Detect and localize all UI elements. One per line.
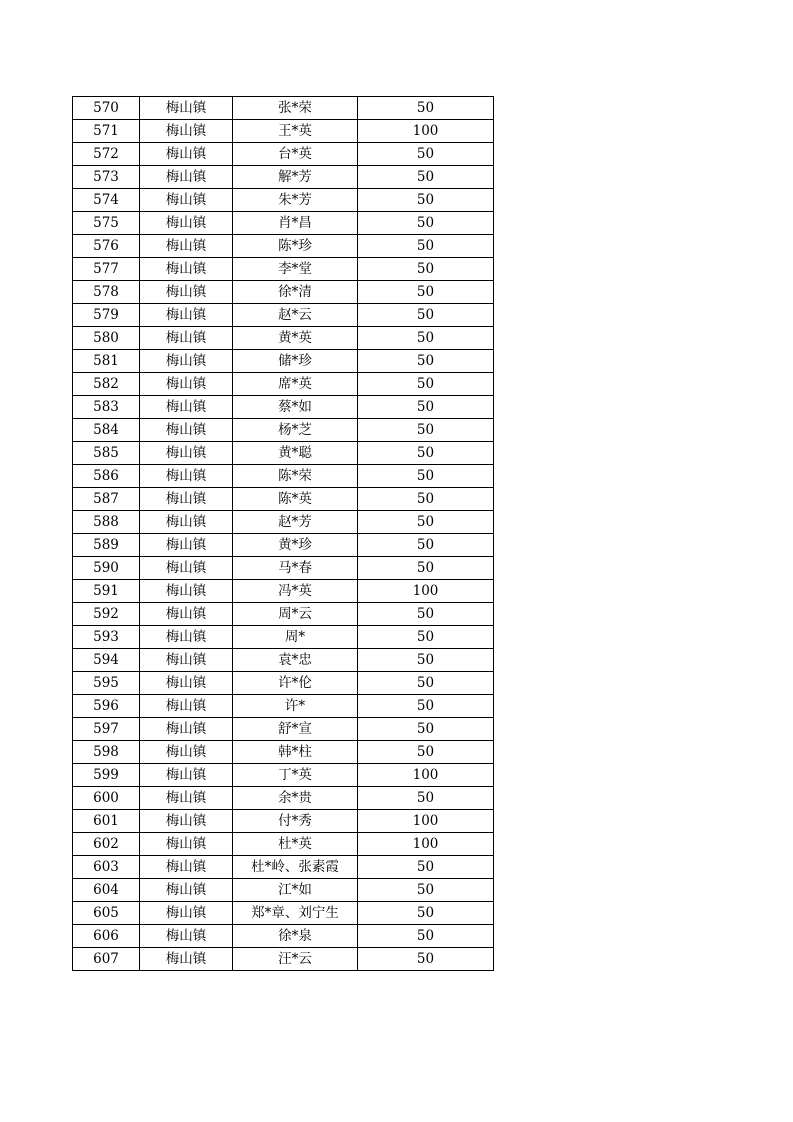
- table-row: [73, 810, 494, 833]
- amount-cell: 50: [358, 281, 494, 304]
- name-cell: 丁*英: [233, 764, 358, 787]
- town-cell: 梅山镇: [140, 833, 233, 856]
- town-cell: 梅山镇: [140, 281, 233, 304]
- town-cell: 梅山镇: [140, 741, 233, 764]
- amount-cell: 100: [358, 764, 494, 787]
- amount-cell: 50: [358, 97, 494, 120]
- town-cell: 梅山镇: [140, 120, 233, 143]
- table-row: [73, 787, 494, 810]
- town-cell: 梅山镇: [140, 534, 233, 557]
- town-cell: 梅山镇: [140, 925, 233, 948]
- row-number-cell: 605: [73, 902, 140, 925]
- name-cell: 冯*英: [233, 580, 358, 603]
- row-number-cell: 599: [73, 764, 140, 787]
- town-cell: 梅山镇: [140, 718, 233, 741]
- town-cell: 梅山镇: [140, 465, 233, 488]
- amount-cell: 50: [358, 557, 494, 580]
- name-cell: 袁*忠: [233, 649, 358, 672]
- table-row: [73, 120, 494, 143]
- table-row: [73, 925, 494, 948]
- town-cell: 梅山镇: [140, 97, 233, 120]
- table-row: [73, 258, 494, 281]
- table-row: [73, 488, 494, 511]
- table-row: [73, 304, 494, 327]
- table-row: [73, 902, 494, 925]
- amount-cell: 50: [358, 511, 494, 534]
- name-cell: 徐*泉: [233, 925, 358, 948]
- row-number-cell: 595: [73, 672, 140, 695]
- row-number-cell: 576: [73, 235, 140, 258]
- amount-cell: 100: [358, 120, 494, 143]
- amount-cell: 50: [358, 373, 494, 396]
- row-number-cell: 571: [73, 120, 140, 143]
- row-number-cell: 581: [73, 350, 140, 373]
- town-cell: 梅山镇: [140, 810, 233, 833]
- name-cell: 许*伦: [233, 672, 358, 695]
- amount-cell: 50: [358, 166, 494, 189]
- table-row: [73, 833, 494, 856]
- table-row: [73, 442, 494, 465]
- name-cell: 江*如: [233, 879, 358, 902]
- amount-cell: 50: [358, 902, 494, 925]
- table-row: [73, 948, 494, 971]
- table-row: [73, 718, 494, 741]
- table-row: [73, 235, 494, 258]
- table-row: [73, 511, 494, 534]
- row-number-cell: 578: [73, 281, 140, 304]
- row-number-cell: 602: [73, 833, 140, 856]
- name-cell: 余*贵: [233, 787, 358, 810]
- name-cell: 储*珍: [233, 350, 358, 373]
- town-cell: 梅山镇: [140, 442, 233, 465]
- amount-cell: 50: [358, 442, 494, 465]
- name-cell: 陈*英: [233, 488, 358, 511]
- name-cell: 马*春: [233, 557, 358, 580]
- row-number-cell: 603: [73, 856, 140, 879]
- amount-cell: 100: [358, 580, 494, 603]
- row-number-cell: 572: [73, 143, 140, 166]
- name-cell: 陈*荣: [233, 465, 358, 488]
- name-cell: 周*: [233, 626, 358, 649]
- name-cell: 肖*昌: [233, 212, 358, 235]
- amount-cell: 50: [358, 879, 494, 902]
- amount-cell: 50: [358, 925, 494, 948]
- row-number-cell: 590: [73, 557, 140, 580]
- row-number-cell: 591: [73, 580, 140, 603]
- name-cell: 赵*芳: [233, 511, 358, 534]
- table-row: [73, 741, 494, 764]
- name-cell: 台*英: [233, 143, 358, 166]
- row-number-cell: 607: [73, 948, 140, 971]
- amount-cell: 50: [358, 626, 494, 649]
- amount-cell: 50: [358, 327, 494, 350]
- table-row: [73, 189, 494, 212]
- row-number-cell: 584: [73, 419, 140, 442]
- row-number-cell: 601: [73, 810, 140, 833]
- town-cell: 梅山镇: [140, 856, 233, 879]
- amount-cell: 50: [358, 603, 494, 626]
- town-cell: 梅山镇: [140, 396, 233, 419]
- row-number-cell: 594: [73, 649, 140, 672]
- table-row: [73, 373, 494, 396]
- town-cell: 梅山镇: [140, 672, 233, 695]
- name-cell: 解*芳: [233, 166, 358, 189]
- table-row: [73, 534, 494, 557]
- amount-cell: 50: [358, 258, 494, 281]
- town-cell: 梅山镇: [140, 327, 233, 350]
- town-cell: 梅山镇: [140, 488, 233, 511]
- name-cell: 郑*章、刘宁生: [233, 902, 358, 925]
- name-cell: 朱*芳: [233, 189, 358, 212]
- table-row: [73, 143, 494, 166]
- town-cell: 梅山镇: [140, 879, 233, 902]
- table-row: [73, 672, 494, 695]
- amount-cell: 50: [358, 672, 494, 695]
- town-cell: 梅山镇: [140, 580, 233, 603]
- name-cell: 蔡*如: [233, 396, 358, 419]
- amount-cell: 100: [358, 810, 494, 833]
- amount-cell: 50: [358, 741, 494, 764]
- row-number-cell: 589: [73, 534, 140, 557]
- row-number-cell: 593: [73, 626, 140, 649]
- town-cell: 梅山镇: [140, 212, 233, 235]
- amount-cell: 50: [358, 718, 494, 741]
- name-cell: 席*英: [233, 373, 358, 396]
- row-number-cell: 573: [73, 166, 140, 189]
- table-row: [73, 419, 494, 442]
- row-number-cell: 582: [73, 373, 140, 396]
- table-row: [73, 626, 494, 649]
- town-cell: 梅山镇: [140, 695, 233, 718]
- amount-cell: 50: [358, 695, 494, 718]
- town-cell: 梅山镇: [140, 511, 233, 534]
- name-cell: 汪*云: [233, 948, 358, 971]
- table-row: [73, 465, 494, 488]
- amount-cell: 50: [358, 143, 494, 166]
- name-cell: 张*荣: [233, 97, 358, 120]
- town-cell: 梅山镇: [140, 235, 233, 258]
- name-cell: 王*英: [233, 120, 358, 143]
- table-row: [73, 557, 494, 580]
- row-number-cell: 598: [73, 741, 140, 764]
- town-cell: 梅山镇: [140, 626, 233, 649]
- name-cell: 李*堂: [233, 258, 358, 281]
- town-cell: 梅山镇: [140, 948, 233, 971]
- town-cell: 梅山镇: [140, 373, 233, 396]
- row-number-cell: 596: [73, 695, 140, 718]
- row-number-cell: 586: [73, 465, 140, 488]
- row-number-cell: 585: [73, 442, 140, 465]
- table-row: [73, 396, 494, 419]
- row-number-cell: 579: [73, 304, 140, 327]
- town-cell: 梅山镇: [140, 902, 233, 925]
- amount-cell: 50: [358, 235, 494, 258]
- town-cell: 梅山镇: [140, 419, 233, 442]
- name-cell: 付*秀: [233, 810, 358, 833]
- amount-cell: 50: [358, 304, 494, 327]
- table-row: [73, 603, 494, 626]
- table-row: [73, 281, 494, 304]
- amount-cell: 50: [358, 534, 494, 557]
- town-cell: 梅山镇: [140, 166, 233, 189]
- table-row: [73, 212, 494, 235]
- name-cell: 韩*柱: [233, 741, 358, 764]
- row-number-cell: 588: [73, 511, 140, 534]
- table-row: [73, 856, 494, 879]
- table-row: [73, 764, 494, 787]
- town-cell: 梅山镇: [140, 304, 233, 327]
- table-row: [73, 580, 494, 603]
- town-cell: 梅山镇: [140, 603, 233, 626]
- amount-cell: 100: [358, 833, 494, 856]
- town-cell: 梅山镇: [140, 189, 233, 212]
- name-cell: 许*: [233, 695, 358, 718]
- amount-cell: 50: [358, 212, 494, 235]
- table-row: [73, 879, 494, 902]
- name-cell: 周*云: [233, 603, 358, 626]
- amount-cell: 50: [358, 649, 494, 672]
- row-number-cell: 597: [73, 718, 140, 741]
- town-cell: 梅山镇: [140, 143, 233, 166]
- amount-cell: 50: [358, 787, 494, 810]
- row-number-cell: 587: [73, 488, 140, 511]
- name-cell: 黄*聪: [233, 442, 358, 465]
- table-row: [73, 166, 494, 189]
- name-cell: 徐*清: [233, 281, 358, 304]
- table-row: [73, 97, 494, 120]
- table-row: [73, 649, 494, 672]
- amount-cell: 50: [358, 396, 494, 419]
- town-cell: 梅山镇: [140, 649, 233, 672]
- name-cell: 杜*岭、张素霞: [233, 856, 358, 879]
- amount-cell: 50: [358, 856, 494, 879]
- name-cell: 赵*云: [233, 304, 358, 327]
- name-cell: 杨*芝: [233, 419, 358, 442]
- row-number-cell: 600: [73, 787, 140, 810]
- table-row: [73, 695, 494, 718]
- data-table: [72, 96, 494, 971]
- town-cell: 梅山镇: [140, 764, 233, 787]
- amount-cell: 50: [358, 189, 494, 212]
- name-cell: 黄*珍: [233, 534, 358, 557]
- row-number-cell: 570: [73, 97, 140, 120]
- row-number-cell: 580: [73, 327, 140, 350]
- row-number-cell: 574: [73, 189, 140, 212]
- amount-cell: 50: [358, 419, 494, 442]
- amount-cell: 50: [358, 465, 494, 488]
- row-number-cell: 583: [73, 396, 140, 419]
- row-number-cell: 604: [73, 879, 140, 902]
- town-cell: 梅山镇: [140, 258, 233, 281]
- town-cell: 梅山镇: [140, 350, 233, 373]
- town-cell: 梅山镇: [140, 557, 233, 580]
- name-cell: 黄*英: [233, 327, 358, 350]
- row-number-cell: 577: [73, 258, 140, 281]
- row-number-cell: 575: [73, 212, 140, 235]
- amount-cell: 50: [358, 350, 494, 373]
- row-number-cell: 606: [73, 925, 140, 948]
- amount-cell: 50: [358, 488, 494, 511]
- town-cell: 梅山镇: [140, 787, 233, 810]
- name-cell: 陈*珍: [233, 235, 358, 258]
- name-cell: 杜*英: [233, 833, 358, 856]
- name-cell: 舒*宣: [233, 718, 358, 741]
- table-row: [73, 327, 494, 350]
- table-row: [73, 350, 494, 373]
- amount-cell: 50: [358, 948, 494, 971]
- row-number-cell: 592: [73, 603, 140, 626]
- table-body: [73, 97, 494, 971]
